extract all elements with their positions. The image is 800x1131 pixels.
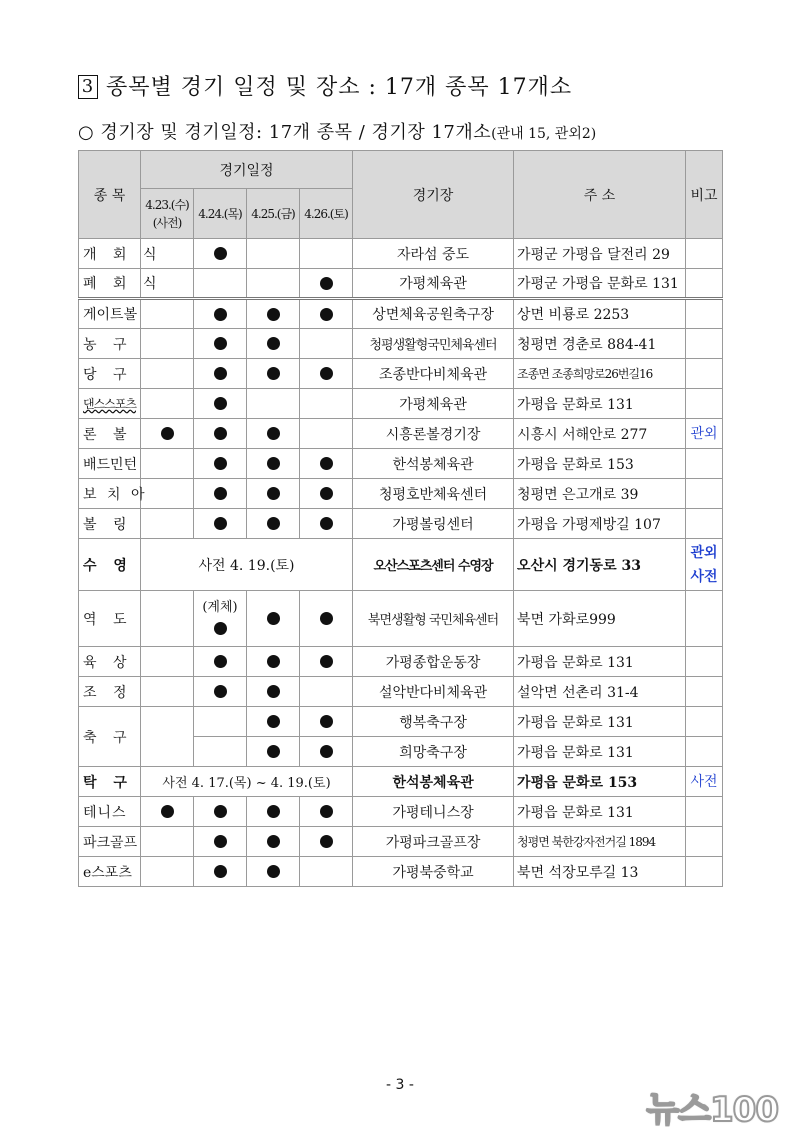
filled-circle-icon bbox=[214, 397, 227, 410]
address-cell: 시흥시 서해안로 277 bbox=[514, 419, 686, 449]
sport-cell: 배드민턴 bbox=[79, 449, 141, 479]
address-cell: 북면 석장모루길 13 bbox=[514, 857, 686, 887]
filled-circle-icon bbox=[214, 835, 227, 848]
note-cell bbox=[686, 389, 723, 419]
filled-circle-icon bbox=[214, 457, 227, 470]
venue-cell: 설악반다비체육관 bbox=[353, 677, 514, 707]
filled-circle-icon bbox=[267, 367, 280, 380]
filled-circle-icon bbox=[267, 655, 280, 668]
venue-cell: 북면생활형 국민체육센터 bbox=[353, 591, 514, 647]
note-cell bbox=[686, 359, 723, 389]
note-cell bbox=[686, 449, 723, 479]
table-row bbox=[79, 767, 723, 797]
filled-circle-icon bbox=[320, 487, 333, 500]
filled-circle-icon bbox=[320, 308, 333, 321]
venue-cell: 희망축구장 bbox=[353, 737, 514, 767]
table-row bbox=[79, 677, 723, 707]
sport-cell: 육 상 bbox=[79, 647, 141, 677]
address-cell: 청평면 경춘로 884-41 bbox=[514, 329, 686, 359]
venue-cell: 가평볼링센터 bbox=[353, 509, 514, 539]
header-day-2: 4.24.(목) bbox=[194, 189, 247, 239]
filled-circle-icon bbox=[320, 277, 333, 290]
table-row bbox=[79, 239, 723, 269]
filled-circle-icon bbox=[214, 517, 227, 530]
sport-cell: 당 구 bbox=[79, 359, 141, 389]
note-cell: 관외 bbox=[686, 419, 723, 449]
table-row bbox=[79, 647, 723, 677]
sport-label: 댄스스포츠 bbox=[83, 397, 136, 411]
filled-circle-icon bbox=[320, 835, 333, 848]
sport-cell: 역 도 bbox=[79, 591, 141, 647]
sport-cell: 론 볼 bbox=[79, 419, 141, 449]
note-cell bbox=[686, 797, 723, 827]
venue-cell: 청평호반체육센터 bbox=[353, 479, 514, 509]
sport-cell: 보 치 아 bbox=[79, 479, 141, 509]
sport-cell: 게이트볼 bbox=[79, 299, 141, 329]
schedule-table bbox=[78, 150, 723, 887]
filled-circle-icon bbox=[214, 655, 227, 668]
note-cell bbox=[686, 239, 723, 269]
address-cell: 북면 가화로999 bbox=[514, 591, 686, 647]
venue-cell: 조종반다비체육관 bbox=[353, 359, 514, 389]
venue-cell: 가평테니스장 bbox=[353, 797, 514, 827]
sport-cell: 테니스 bbox=[79, 797, 141, 827]
note-cell bbox=[686, 857, 723, 887]
venue-cell: 시흥론볼경기장 bbox=[353, 419, 514, 449]
filled-circle-icon bbox=[214, 308, 227, 321]
table-row bbox=[79, 797, 723, 827]
page-number: - 3 - bbox=[386, 1077, 414, 1093]
note-cell bbox=[686, 479, 723, 509]
sport-cell: 탁 구 bbox=[79, 767, 141, 797]
address-cell: 청평면 북한강자전거길 1894 bbox=[514, 827, 686, 857]
venue-cell: 가평파크골프장 bbox=[353, 827, 514, 857]
note-cell: 사전 bbox=[686, 767, 723, 797]
note-cell bbox=[686, 707, 723, 737]
filled-circle-icon bbox=[320, 367, 333, 380]
weigh-in-label: (계체) bbox=[202, 599, 238, 615]
sport-cell: 개 회 식 bbox=[79, 239, 141, 269]
address-cell: 가평읍 문화로 153 bbox=[514, 449, 686, 479]
sport-cell: 농 구 bbox=[79, 329, 141, 359]
sport-cell: 축 구 bbox=[79, 707, 141, 767]
address-cell: 조종면 조종희망로26번길16 bbox=[514, 359, 686, 389]
address-cell: 가평읍 문화로 131 bbox=[514, 389, 686, 419]
note-cell bbox=[686, 509, 723, 539]
section-title-text: 종목별 경기 일정 및 장소 : 17개 종목 17개소 bbox=[106, 75, 573, 100]
address-cell: 가평군 가평읍 문화로 131 bbox=[514, 269, 686, 299]
watermark-logo: 뉴스100 bbox=[646, 1090, 778, 1130]
header-address: 주 소 bbox=[514, 151, 686, 239]
filled-circle-icon bbox=[214, 337, 227, 350]
section-title bbox=[78, 70, 572, 101]
venue-cell: 자라섬 중도 bbox=[353, 239, 514, 269]
header-venue: 경기장 bbox=[353, 151, 514, 239]
note-cell: 관외 사전 bbox=[686, 539, 723, 591]
filled-circle-icon bbox=[267, 745, 280, 758]
table-row bbox=[79, 707, 723, 737]
venue-cell: 가평종합운동장 bbox=[353, 647, 514, 677]
header-schedule: 경기일정 bbox=[141, 151, 353, 189]
note-cell bbox=[686, 591, 723, 647]
filled-circle-icon bbox=[320, 457, 333, 470]
note-cell bbox=[686, 737, 723, 767]
sport-cell bbox=[79, 389, 141, 419]
venue-cell: 청평생활형국민체육센터 bbox=[353, 329, 514, 359]
note-cell bbox=[686, 827, 723, 857]
section-number-box: 3 bbox=[78, 75, 98, 99]
header-day-1-date: 4.23.(수) bbox=[145, 197, 189, 212]
note-cell bbox=[686, 647, 723, 677]
venue-cell: 오산스포츠센터 수영장 bbox=[353, 539, 514, 591]
filled-circle-icon bbox=[267, 457, 280, 470]
filled-circle-icon bbox=[267, 612, 280, 625]
address-cell: 청평면 은고개로 39 bbox=[514, 479, 686, 509]
filled-circle-icon bbox=[267, 487, 280, 500]
filled-circle-icon bbox=[320, 517, 333, 530]
address-cell: 가평읍 문화로 131 bbox=[514, 707, 686, 737]
filled-circle-icon bbox=[320, 715, 333, 728]
header-day-3: 4.25.(금) bbox=[247, 189, 300, 239]
note-cell bbox=[686, 677, 723, 707]
schedule-cell: 사전 4. 19.(토) bbox=[141, 539, 353, 591]
subtitle-paren: (관내 15, 관외2) bbox=[491, 126, 597, 142]
table-row bbox=[79, 827, 723, 857]
subtitle-main: ○ 경기장 및 경기일정: 17개 종목 / 경기장 17개소 bbox=[78, 122, 492, 143]
table-row bbox=[79, 389, 723, 419]
filled-circle-icon bbox=[267, 805, 280, 818]
venue-cell: 행복축구장 bbox=[353, 707, 514, 737]
filled-circle-icon bbox=[214, 427, 227, 440]
address-cell: 가평읍 문화로 153 bbox=[514, 767, 686, 797]
schedule-cell: 사전 4. 17.(목) ~ 4. 19.(토) bbox=[141, 767, 353, 797]
note-cell bbox=[686, 269, 723, 299]
table-row bbox=[79, 449, 723, 479]
table-row bbox=[79, 269, 723, 299]
venue-cell: 가평체육관 bbox=[353, 269, 514, 299]
table-row bbox=[79, 329, 723, 359]
table-row bbox=[79, 419, 723, 449]
filled-circle-icon bbox=[161, 427, 174, 440]
address-cell: 가평읍 문화로 131 bbox=[514, 797, 686, 827]
header-day-4: 4.26.(토) bbox=[300, 189, 353, 239]
filled-circle-icon bbox=[161, 805, 174, 818]
filled-circle-icon bbox=[320, 745, 333, 758]
header-day-1 bbox=[141, 189, 194, 239]
filled-circle-icon bbox=[267, 835, 280, 848]
header-note: 비고 bbox=[686, 151, 723, 239]
filled-circle-icon bbox=[214, 247, 227, 260]
note-cell bbox=[686, 299, 723, 329]
filled-circle-icon bbox=[214, 685, 227, 698]
filled-circle-icon bbox=[320, 805, 333, 818]
venue-cell: 상면체육공원축구장 bbox=[353, 299, 514, 329]
table-row bbox=[79, 539, 723, 591]
sport-cell: 조 정 bbox=[79, 677, 141, 707]
filled-circle-icon bbox=[214, 487, 227, 500]
filled-circle-icon bbox=[320, 612, 333, 625]
note-cell bbox=[686, 329, 723, 359]
filled-circle-icon bbox=[267, 517, 280, 530]
filled-circle-icon bbox=[214, 622, 227, 635]
table-row bbox=[79, 479, 723, 509]
table-row bbox=[79, 299, 723, 329]
address-cell: 상면 비룡로 2253 bbox=[514, 299, 686, 329]
subtitle bbox=[78, 118, 596, 144]
header-day-1-pre: (사전) bbox=[152, 215, 182, 230]
filled-circle-icon bbox=[267, 337, 280, 350]
address-cell: 설악면 선촌리 31-4 bbox=[514, 677, 686, 707]
address-cell: 가평읍 문화로 131 bbox=[514, 647, 686, 677]
sport-cell: 파크골프 bbox=[79, 827, 141, 857]
address-cell: 오산시 경기동로 33 bbox=[514, 539, 686, 591]
venue-cell: 가평체육관 bbox=[353, 389, 514, 419]
sport-cell: 수 영 bbox=[79, 539, 141, 591]
table-row bbox=[79, 509, 723, 539]
sport-cell: 폐 회 식 bbox=[79, 269, 141, 299]
filled-circle-icon bbox=[267, 685, 280, 698]
header-sport: 종 목 bbox=[79, 151, 141, 239]
venue-cell: 가평북중학교 bbox=[353, 857, 514, 887]
table-row bbox=[79, 359, 723, 389]
filled-circle-icon bbox=[214, 805, 227, 818]
filled-circle-icon bbox=[267, 715, 280, 728]
venue-cell: 한석봉체육관 bbox=[353, 449, 514, 479]
filled-circle-icon bbox=[320, 655, 333, 668]
filled-circle-icon bbox=[267, 865, 280, 878]
address-cell: 가평군 가평읍 달전리 29 bbox=[514, 239, 686, 269]
filled-circle-icon bbox=[214, 865, 227, 878]
filled-circle-icon bbox=[267, 427, 280, 440]
sport-cell: e스포츠 bbox=[79, 857, 141, 887]
address-cell: 가평읍 가평제방길 107 bbox=[514, 509, 686, 539]
filled-circle-icon bbox=[267, 308, 280, 321]
sport-cell: 볼 링 bbox=[79, 509, 141, 539]
filled-circle-icon bbox=[214, 367, 227, 380]
table-row bbox=[79, 591, 723, 647]
table-row bbox=[79, 857, 723, 887]
address-cell: 가평읍 문화로 131 bbox=[514, 737, 686, 767]
venue-cell: 한석봉체육관 bbox=[353, 767, 514, 797]
